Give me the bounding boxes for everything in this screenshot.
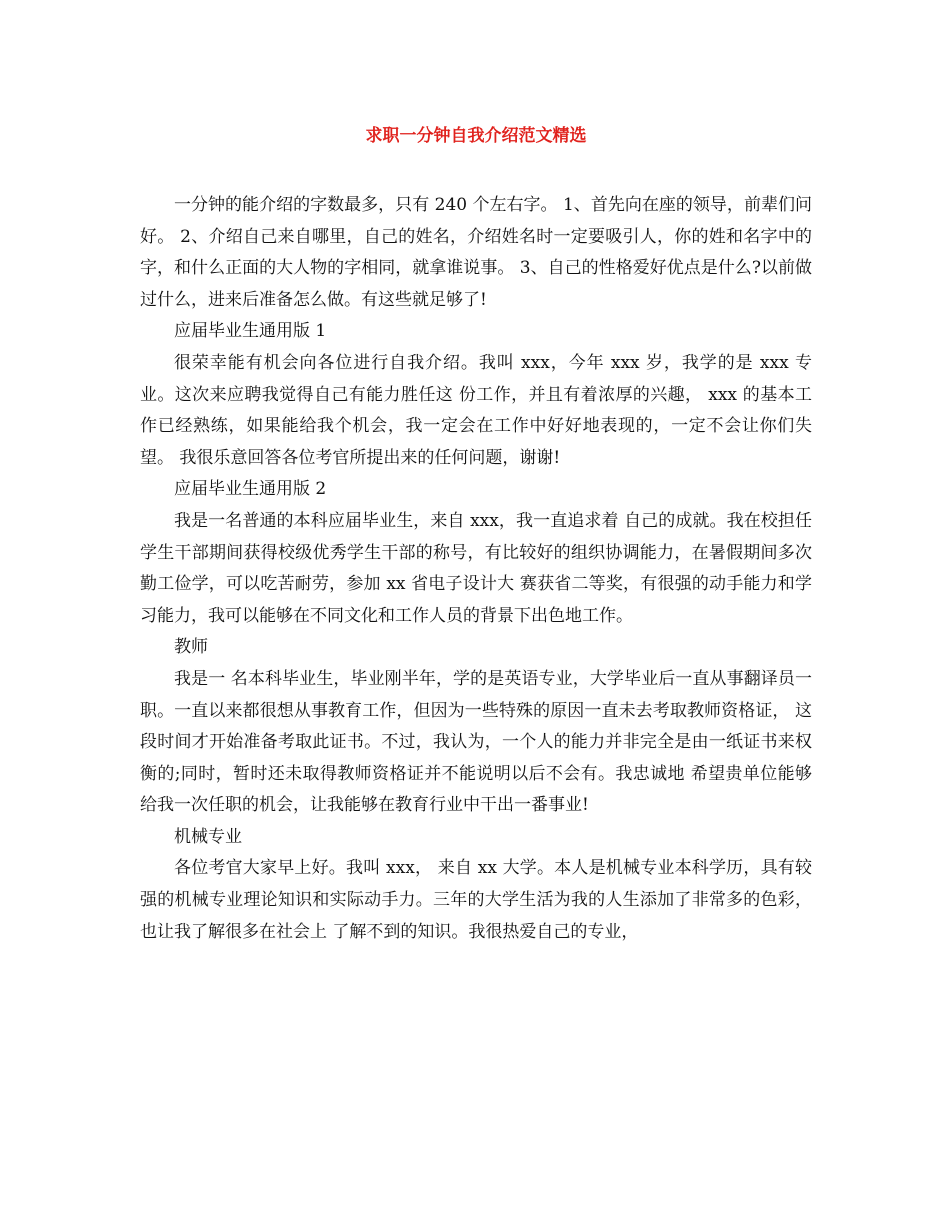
section-heading-graduate-2: 应届毕业生通用版 2 — [174, 479, 327, 500]
mechanical-paragraph: 各位考官大家早上好。我叫 xxx， 来自 xx 大学。本人是机械专业本科学历，具有较强的机械专业理论知识和实际动手力。三年的大学生活为我的人生添加了非常多的色彩， 也让我了解很多在社会上 了解不到的知识。我很热爱自己的专业， — [140, 858, 812, 942]
section-heading-mechanical: 机械专业 — [174, 826, 242, 847]
document-title: 求职一分钟自我介绍范文精选 — [365, 126, 587, 146]
section-heading-teacher: 教师 — [174, 637, 208, 658]
graduate-2-paragraph: 我是一名普通的本科应届毕业生，来自 xxx，我一直追求着 自己的成就。我在校担任学生干部期间获得校级优秀学生干部的称号，有比较好的组织协调能力，在暑假期间多次勤工俭学，可以吃苦耐劳，参加 xx 省电子设计大 赛获省二等奖，有很强的动手能力和学习能力，我可以能够在不同文化和工作人员的背景下出色地工作。 — [140, 510, 812, 626]
graduate-1-paragraph: 很荣幸能有机会向各位进行自我介绍。我叫 xxx，今年 xxx 岁，我学的是 xxx 专业。这次来应聘我觉得自己有能力胜任这 份工作，并且有着浓厚的兴趣， xxx 的基本工作已经熟练，如果能给我个机会，我一定会在工作中好好地表现的，一定不会让你们失望。 我很乐意回答各位考官所提出来的任何问题，谢谢! — [140, 352, 812, 468]
intro-paragraph: 一分钟的能介绍的字数最多，只有 240 个左右字。 1、首先向在座的领导，前辈们问好。 2、介绍自己来自哪里，自己的姓名，介绍姓名时一定要吸引人，你的姓和名字中的字，和什么正面的大人物的字相同，就拿谁说事。 3、自己的性格爱好优点是什么?以前做过什么，进来后准备怎么做。有这些就足够了! — [140, 195, 812, 310]
teacher-paragraph: 我是一 名本科毕业生，毕业刚半年，学的是英语专业，大学毕业后一直从事翻译员一职。一直以来都很想从事教育工作，但因为一些特殊的原因一直未去考取教师资格证， 这段时间才开始准备考取此证书。不过，我认为，一个人的能力并非完全是由一纸证书来权衡的;同时，暂时还未取得教师资格证并不能说明以后不会有。我忠诚地 希望贵单位能够给我一次任职的机会，让我能够在教育行业中干出一番事业! — [140, 668, 812, 816]
document-body — [140, 190, 812, 948]
section-heading-graduate-1: 应届毕业生通用版 1 — [174, 321, 327, 342]
